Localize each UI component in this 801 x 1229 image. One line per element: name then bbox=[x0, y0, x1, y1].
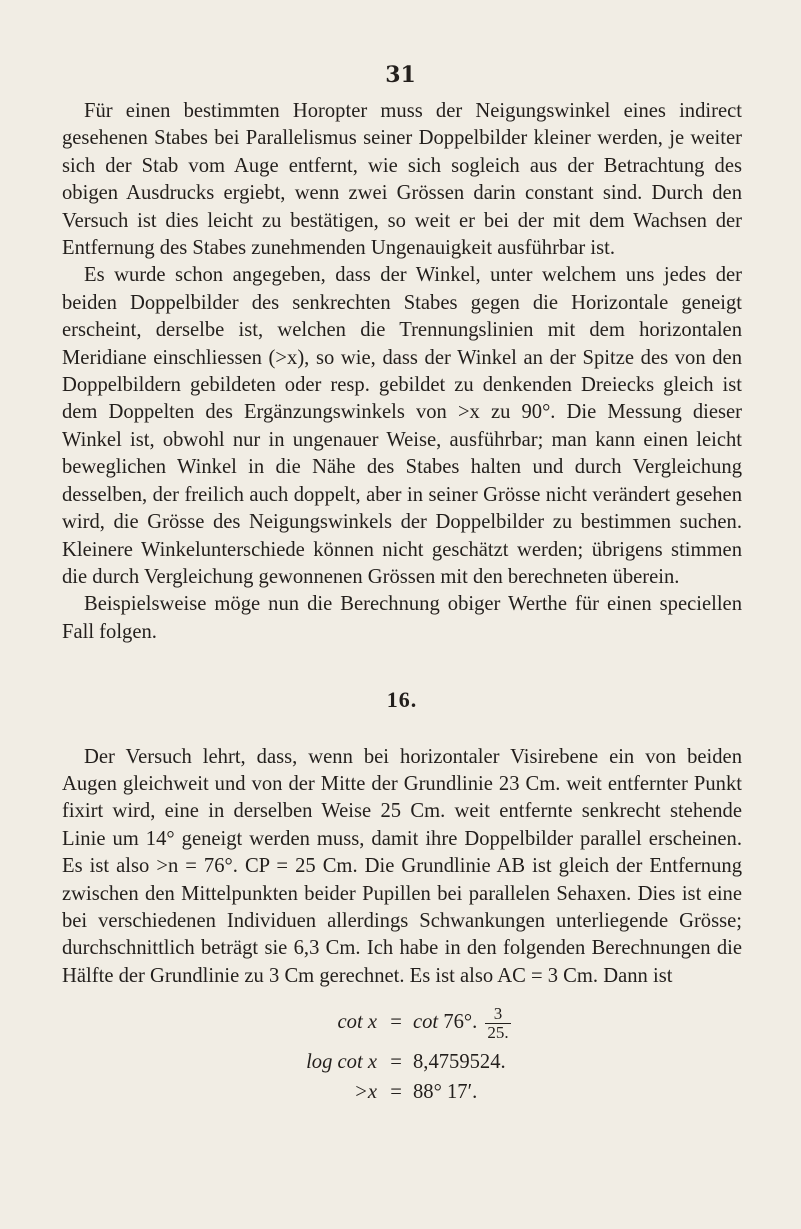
paragraph-4: Der Versuch lehrt, dass, wenn bei horizontaler Visirebene ein von beiden Augen gleichweit und von der Mitte der Grundlinie 23 Cm. weit entfernter Punkt fixirt wird, eine in derselben Weise 25 Cm. weit entfernte senkrecht stehende Linie um 14° geneigt werden muss, damit ihre Doppelbilder parallel erscheinen. Es ist also >n = 76°. CP = 25 Cm. Die Grundlinie AB ist gleich der Entfernung zwischen den Mittelpunkten beider Pupillen bei parallelen Sehaxen. Dies ist eine bei verschiedenen Individuen allerdings Schwankungen unterliegende Grösse; durchschnittlich beträgt sie 6,3 Cm. Ich habe in den folgenden Berechnungen die Hälfte der Grundlinie zu 3 Cm gerechnet. Es ist also AC = 3 Cm. Dann ist bbox=[62, 745, 742, 987]
formula-log-cot-x bbox=[62, 1048, 742, 1078]
formula-1-rhs bbox=[407, 1005, 511, 1042]
fraction-denominator: 25. bbox=[487, 1022, 509, 1042]
formula-2-rhs: 8,4759524. bbox=[413, 1051, 506, 1074]
formula-cot-x bbox=[62, 998, 742, 1048]
formula-3-lhs: >x bbox=[353, 1081, 377, 1104]
formula-1-func: cot bbox=[413, 1011, 439, 1034]
formula-3-equals: = bbox=[390, 1081, 402, 1104]
formula-1-equals: = bbox=[390, 1011, 402, 1034]
fraction-numerator: 3 bbox=[493, 1003, 503, 1023]
formula-block bbox=[62, 998, 742, 1108]
formula-1-angle: 76°. bbox=[443, 1011, 478, 1034]
formula-1-fraction bbox=[485, 1005, 510, 1042]
body-text bbox=[62, 98, 742, 1108]
formula-2-equals: = bbox=[390, 1051, 402, 1074]
paragraph-2: Es wurde schon angegeben, dass der Winkel, unter welchem uns jedes der beiden Doppelbilder des senkrechten Stabes gegen die Horizontale geneigt erscheint, derselbe ist, welchen die Trennungslinien mit dem horizontalen Meridiane einschliessen (>x), so wie, dass der Winkel an der Spitze des von den Doppelbildern gebildeten oder resp. gebildet zu denkenden Dreiecks gleich ist dem Doppelten des Ergänzungswinkels von >x zu 90°. Die Messung dieser Winkel ist, obwohl nur in ungenauer Weise, ausführbar; man kann einen leicht beweglichen Winkel in die Nähe des Stabes halten und durch Vergleichung desselben, der freilich auch doppelt, aber in seiner Grösse nicht verändert gesehen wird, die Grösse des Neigungswinkels der Doppelbilder zu bestimmen suchen. Kleinere Winkelunterschiede können nicht geschätzt werden; übrigens stimmen die durch Vergleichung gewonnenen Grössen mit den berechneten überein. bbox=[62, 264, 742, 588]
paragraph-3: Beispielsweise möge nun die Berechnung obiger Werthe für einen speciellen Fall folgen. bbox=[62, 593, 742, 643]
formula-2-lhs: log cot x bbox=[306, 1051, 377, 1074]
page-number: 31 bbox=[385, 62, 416, 88]
paragraph-1: Für einen bestimmten Horopter muss der Neigungswinkel eines indirect gesehenen Stabes bei Parallelismus seiner Doppelbilder kleiner werden, je weiter sich der Stab vom Auge entfernt, wie sich sogleich aus der Betrachtung des obigen Ausdrucks ergiebt, wenn zwei Grössen darin constant sind. Durch den Versuch ist dies leicht zu bestätigen, so weit er bei der mit dem Wachsen der Entfernung des Stabes zunehmenden Ungenauigkeit ausführbar ist. bbox=[62, 100, 742, 260]
formula-3-rhs: 88° 17′. bbox=[413, 1081, 478, 1104]
formula-1-lhs: cot x bbox=[337, 1011, 377, 1034]
formula-angle-x bbox=[62, 1078, 742, 1108]
section-number: 16. bbox=[386, 687, 418, 713]
